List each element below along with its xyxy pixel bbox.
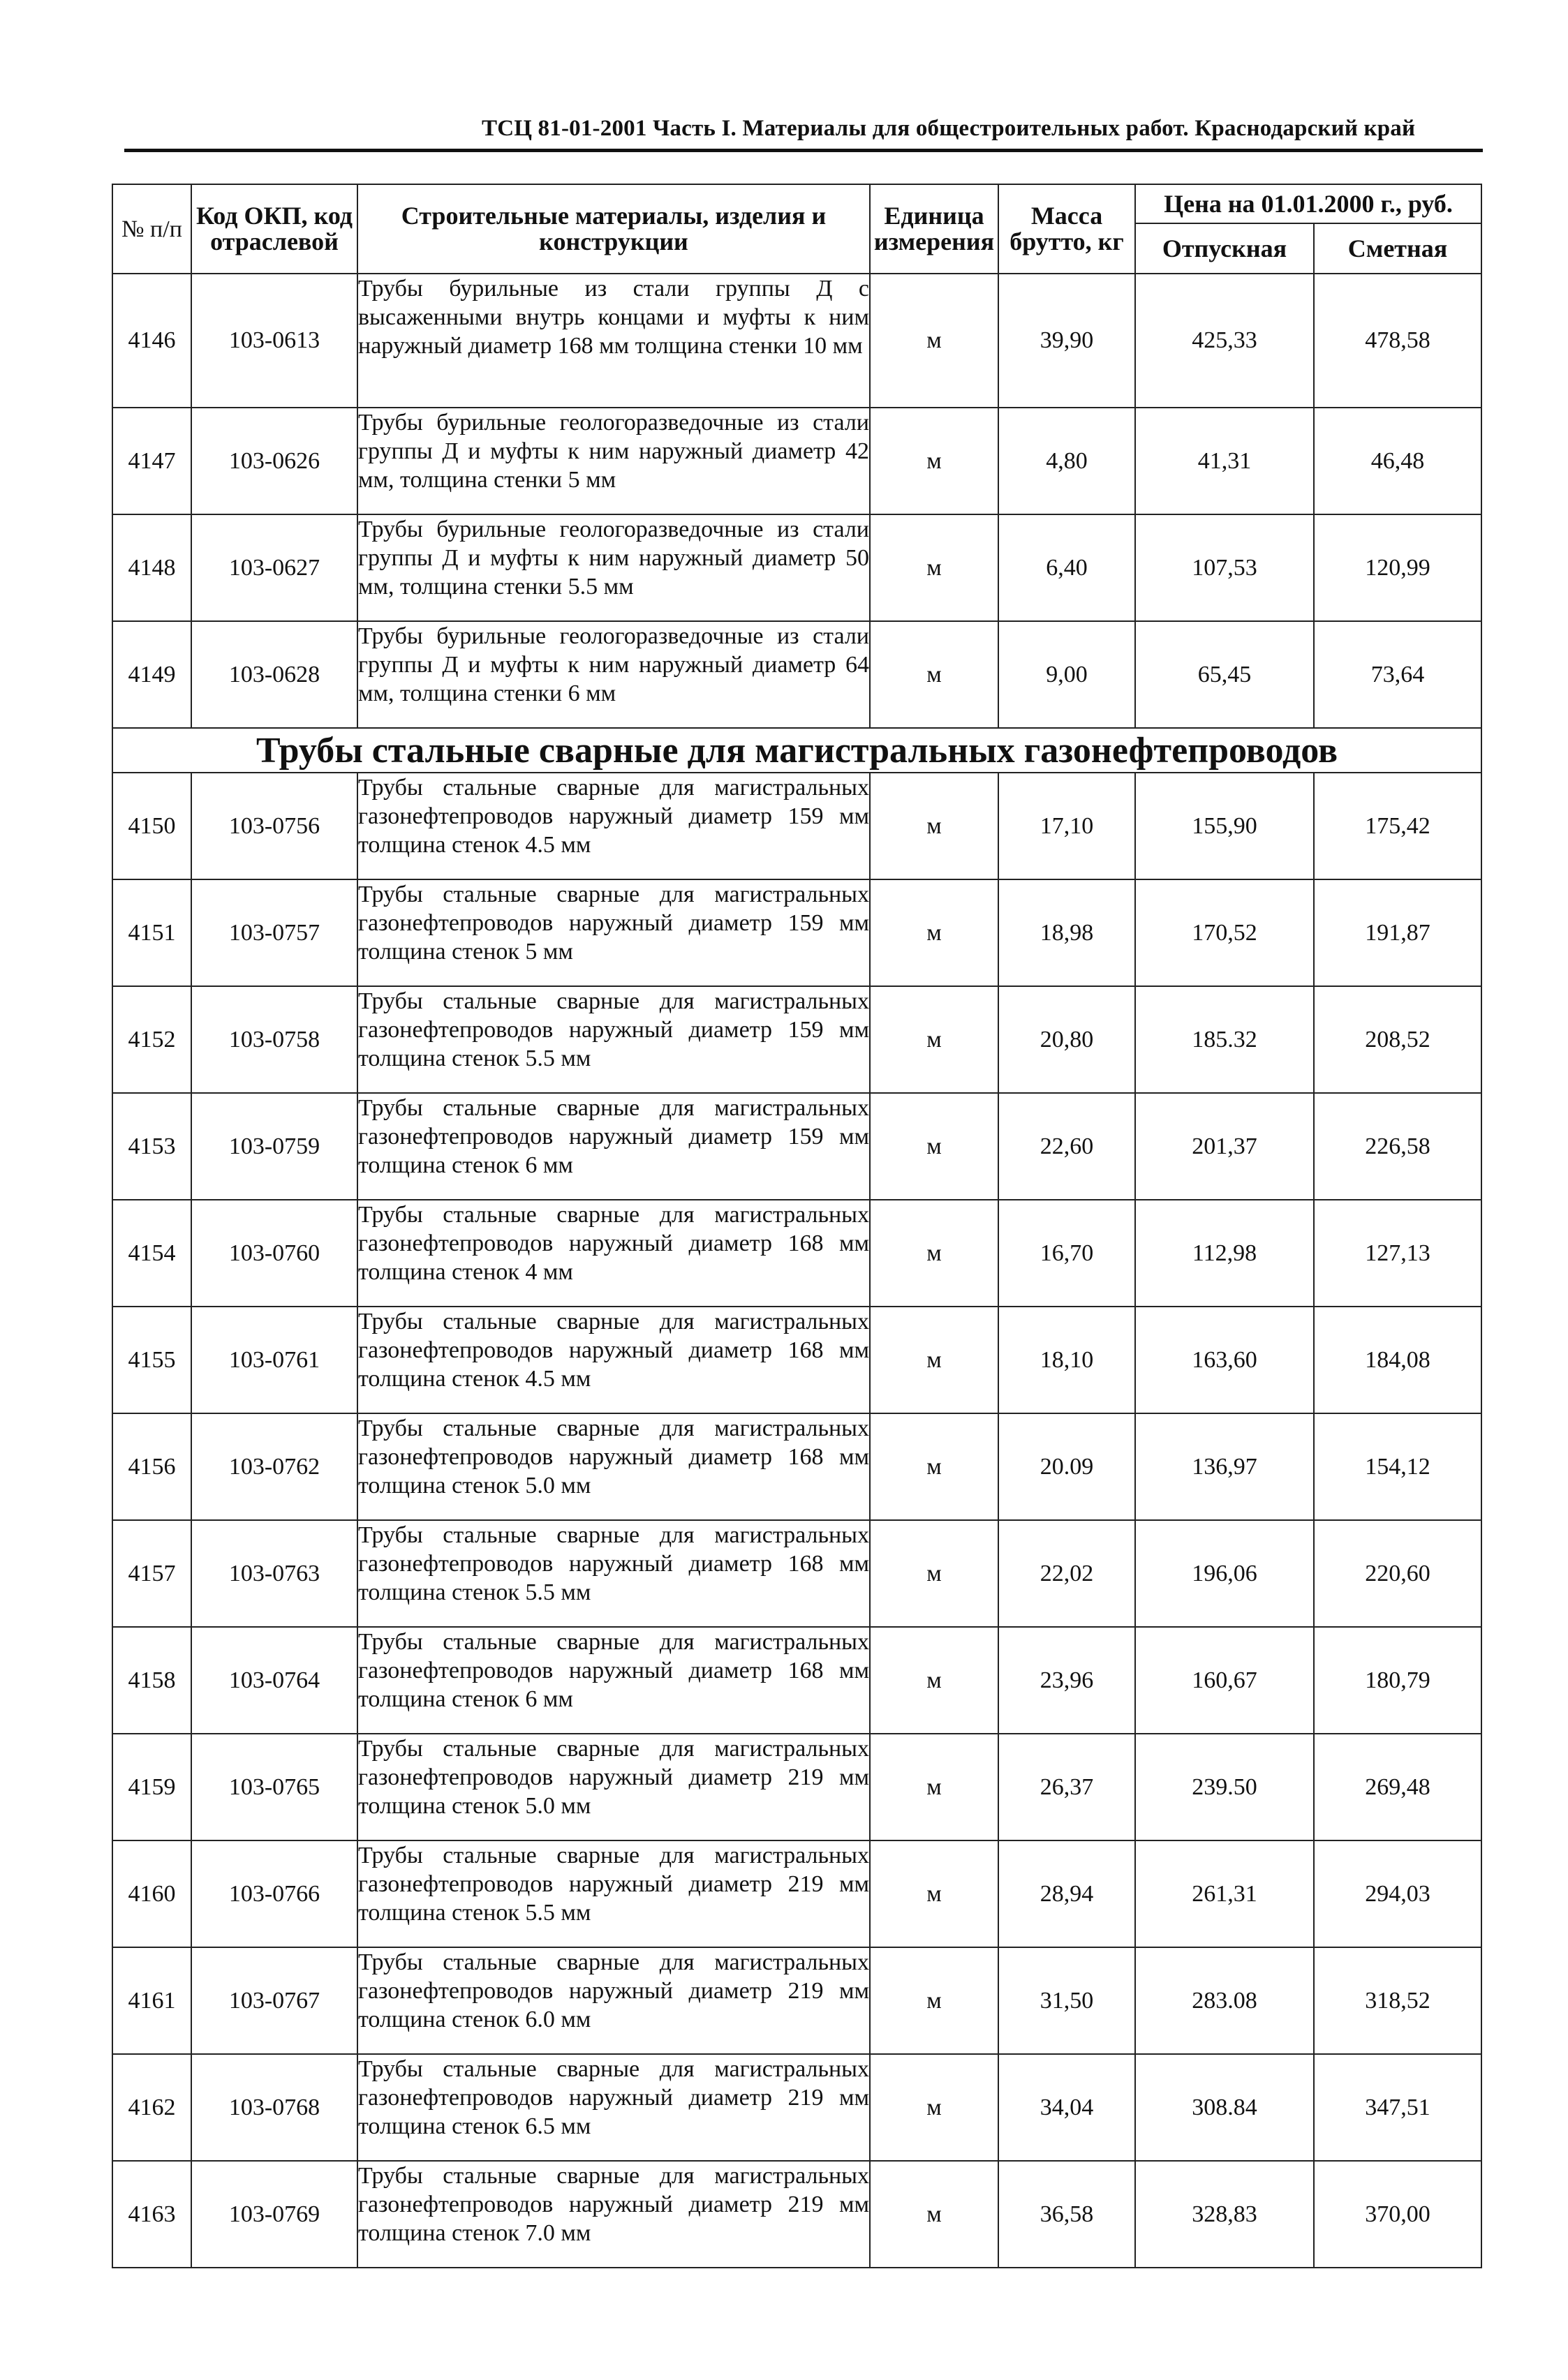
row-code: 103-0764 [191,1627,357,1734]
row-price-release: 328,83 [1135,2161,1314,2268]
row-price-release: 155,90 [1135,773,1314,879]
row-price-estimate: 175,42 [1314,773,1481,879]
row-unit: м [870,1093,998,1200]
table-row [112,986,1481,1093]
row-number: 4152 [112,986,191,1093]
row-code: 103-0626 [191,408,357,514]
row-price-estimate: 127,13 [1314,1200,1481,1307]
row-price-estimate: 73,64 [1314,621,1481,728]
row-number: 4146 [112,274,191,408]
row-mass: 23,96 [998,1627,1135,1734]
row-code: 103-0765 [191,1734,357,1840]
row-description: Трубы бурильные из стали группы Д с высаженными внутрь концами и муфты к ним наружный диаметр 168 мм толщина стенки 10 мм [357,274,870,408]
table-row [112,274,1481,408]
row-unit: м [870,1413,998,1520]
row-code: 103-0627 [191,514,357,621]
row-number: 4154 [112,1200,191,1307]
row-price-release: 136,97 [1135,1413,1314,1520]
row-price-estimate: 154,12 [1314,1413,1481,1520]
row-number: 4147 [112,408,191,514]
row-price-release: 112,98 [1135,1200,1314,1307]
row-description: Трубы стальные сварные для магистральных газонефтепроводов наружный диаметр 219 мм толщина стенок 5.0 мм [357,1734,870,1840]
row-code: 103-0756 [191,773,357,879]
price-table [112,184,1482,2268]
row-number: 4150 [112,773,191,879]
table-row [112,2054,1481,2161]
row-unit: м [870,1520,998,1627]
row-price-estimate: 347,51 [1314,2054,1481,2161]
row-mass: 9,00 [998,621,1135,728]
table-row [112,1734,1481,1840]
table-row [112,1307,1481,1413]
row-description: Трубы стальные сварные для магистральных газонефтепроводов наружный диаметр 159 мм толщина стенок 5 мм [357,879,870,986]
row-price-estimate: 220,60 [1314,1520,1481,1627]
row-number: 4160 [112,1840,191,1947]
table-row [112,1520,1481,1627]
table-row [112,408,1481,514]
row-price-release: 239.50 [1135,1734,1314,1840]
row-mass: 34,04 [998,2054,1135,2161]
row-unit: м [870,2054,998,2161]
row-mass: 4,80 [998,408,1135,514]
row-unit: м [870,2161,998,2268]
row-code: 103-0759 [191,1093,357,1200]
table-row [112,1840,1481,1947]
row-price-release: 425,33 [1135,274,1314,408]
row-description: Трубы стальные сварные для магистральных газонефтепроводов наружный диаметр 159 мм толщина стенок 5.5 мм [357,986,870,1093]
row-description: Трубы стальные сварные для магистральных газонефтепроводов наружный диаметр 168 мм толщина стенок 4.5 мм [357,1307,870,1413]
row-mass: 6,40 [998,514,1135,621]
row-number: 4163 [112,2161,191,2268]
row-number: 4153 [112,1093,191,1200]
row-price-release: 283.08 [1135,1947,1314,2054]
row-mass: 28,94 [998,1840,1135,1947]
col-header-price-group: Цена на 01.01.2000 г., руб. [1135,184,1481,223]
row-price-estimate: 318,52 [1314,1947,1481,2054]
row-mass: 31,50 [998,1947,1135,2054]
row-number: 4149 [112,621,191,728]
row-price-release: 163,60 [1135,1307,1314,1413]
col-header-mass: Масса брутто, кг [998,184,1135,274]
row-price-estimate: 120,99 [1314,514,1481,621]
row-description: Трубы стальные сварные для магистральных газонефтепроводов наружный диаметр 168 мм толщина стенок 5.5 мм [357,1520,870,1627]
row-price-estimate: 191,87 [1314,879,1481,986]
row-number: 4157 [112,1520,191,1627]
row-unit: м [870,1200,998,1307]
row-mass: 16,70 [998,1200,1135,1307]
row-mass: 22,60 [998,1093,1135,1200]
table-row [112,1947,1481,2054]
row-code: 103-0762 [191,1413,357,1520]
header-rule [124,149,1483,152]
row-price-estimate: 46,48 [1314,408,1481,514]
row-description: Трубы стальные сварные для магистральных газонефтепроводов наружный диаметр 219 мм толщина стенок 5.5 мм [357,1840,870,1947]
row-number: 4148 [112,514,191,621]
col-header-num: № п/п [112,184,191,274]
row-unit: м [870,1734,998,1840]
table-row [112,1627,1481,1734]
row-price-release: 196,06 [1135,1520,1314,1627]
row-price-release: 261,31 [1135,1840,1314,1947]
page-header-title: ТСЦ 81-01-2001 Часть I. Материалы для общестроительных работ. Краснодарский край [482,116,1416,141]
table-row [112,514,1481,621]
row-code: 103-0613 [191,274,357,408]
table-row [112,1093,1481,1200]
row-mass: 26,37 [998,1734,1135,1840]
row-price-release: 201,37 [1135,1093,1314,1200]
row-code: 103-0766 [191,1840,357,1947]
row-description: Трубы стальные сварные для магистральных газонефтепроводов наружный диаметр 219 мм толщина стенок 7.0 мм [357,2161,870,2268]
col-header-price-estimate: Сметная [1314,223,1481,274]
row-code: 103-0763 [191,1520,357,1627]
row-description: Трубы стальные сварные для магистральных газонефтепроводов наружный диаметр 159 мм толщина стенок 6 мм [357,1093,870,1200]
row-code: 103-0628 [191,621,357,728]
rows-before-section [112,274,1481,728]
row-mass: 20,80 [998,986,1135,1093]
row-code: 103-0760 [191,1200,357,1307]
table-row [112,879,1481,986]
row-description: Трубы стальные сварные для магистральных газонефтепроводов наружный диаметр 219 мм толщина стенок 6.0 мм [357,1947,870,2054]
row-price-release: 170,52 [1135,879,1314,986]
row-number: 4162 [112,2054,191,2161]
table-row [112,773,1481,879]
row-price-estimate: 478,58 [1314,274,1481,408]
row-description: Трубы стальные сварные для магистральных газонефтепроводов наружный диаметр 168 мм толщина стенок 6 мм [357,1627,870,1734]
row-unit: м [870,773,998,879]
row-code: 103-0769 [191,2161,357,2268]
row-price-estimate: 226,58 [1314,1093,1481,1200]
row-unit: м [870,621,998,728]
row-description: Трубы стальные сварные для магистральных газонефтепроводов наружный диаметр 159 мм толщина стенок 4.5 мм [357,773,870,879]
row-unit: м [870,879,998,986]
row-code: 103-0761 [191,1307,357,1413]
row-unit: м [870,1627,998,1734]
section-title: Трубы стальные сварные для магистральных газонефтепроводов [112,728,1481,773]
row-unit: м [870,1840,998,1947]
row-unit: м [870,274,998,408]
row-description: Трубы бурильные геологоразведочные из стали группы Д и муфты к ним наружный диаметр 64 мм, толщина стенки 6 мм [357,621,870,728]
rows-after-section [112,773,1481,2268]
row-mass: 22,02 [998,1520,1135,1627]
col-header-price-release: Отпускная [1135,223,1314,274]
row-code: 103-0767 [191,1947,357,2054]
row-price-estimate: 269,48 [1314,1734,1481,1840]
row-price-estimate: 208,52 [1314,986,1481,1093]
row-price-estimate: 370,00 [1314,2161,1481,2268]
row-unit: м [870,1307,998,1413]
col-header-unit: Единица измерения [870,184,998,274]
row-code: 103-0768 [191,2054,357,2161]
row-price-release: 160,67 [1135,1627,1314,1734]
table-row [112,2161,1481,2268]
table-row [112,621,1481,728]
col-header-desc: Строительные материалы, изделия и конструкции [357,184,870,274]
row-description: Трубы стальные сварные для магистральных газонефтепроводов наружный диаметр 219 мм толщина стенок 6.5 мм [357,2054,870,2161]
row-unit: м [870,986,998,1093]
col-header-code: Код ОКП, код отраслевой [191,184,357,274]
row-mass: 39,90 [998,274,1135,408]
row-price-release: 308.84 [1135,2054,1314,2161]
row-mass: 18,98 [998,879,1135,986]
table-row [112,1413,1481,1520]
row-number: 4151 [112,879,191,986]
row-number: 4159 [112,1734,191,1840]
row-price-estimate: 180,79 [1314,1627,1481,1734]
row-unit: м [870,1947,998,2054]
row-description: Трубы стальные сварные для магистральных газонефтепроводов наружный диаметр 168 мм толщина стенок 4 мм [357,1200,870,1307]
row-price-release: 65,45 [1135,621,1314,728]
row-mass: 20.09 [998,1413,1135,1520]
row-number: 4156 [112,1413,191,1520]
row-price-estimate: 294,03 [1314,1840,1481,1947]
row-price-release: 41,31 [1135,408,1314,514]
row-code: 103-0757 [191,879,357,986]
row-price-estimate: 184,08 [1314,1307,1481,1413]
row-price-release: 185.32 [1135,986,1314,1093]
row-mass: 36,58 [998,2161,1135,2268]
row-unit: м [870,408,998,514]
row-mass: 17,10 [998,773,1135,879]
table-row [112,1200,1481,1307]
row-number: 4155 [112,1307,191,1413]
row-description: Трубы бурильные геологоразведочные из стали группы Д и муфты к ним наружный диаметр 42 мм, толщина стенки 5 мм [357,408,870,514]
row-description: Трубы стальные сварные для магистральных газонефтепроводов наружный диаметр 168 мм толщина стенок 5.0 мм [357,1413,870,1520]
row-unit: м [870,514,998,621]
row-mass: 18,10 [998,1307,1135,1413]
row-number: 4161 [112,1947,191,2054]
row-code: 103-0758 [191,986,357,1093]
row-number: 4158 [112,1627,191,1734]
row-price-release: 107,53 [1135,514,1314,621]
row-description: Трубы бурильные геологоразведочные из стали группы Д и муфты к ним наружный диаметр 50 мм, толщина стенки 5.5 мм [357,514,870,621]
